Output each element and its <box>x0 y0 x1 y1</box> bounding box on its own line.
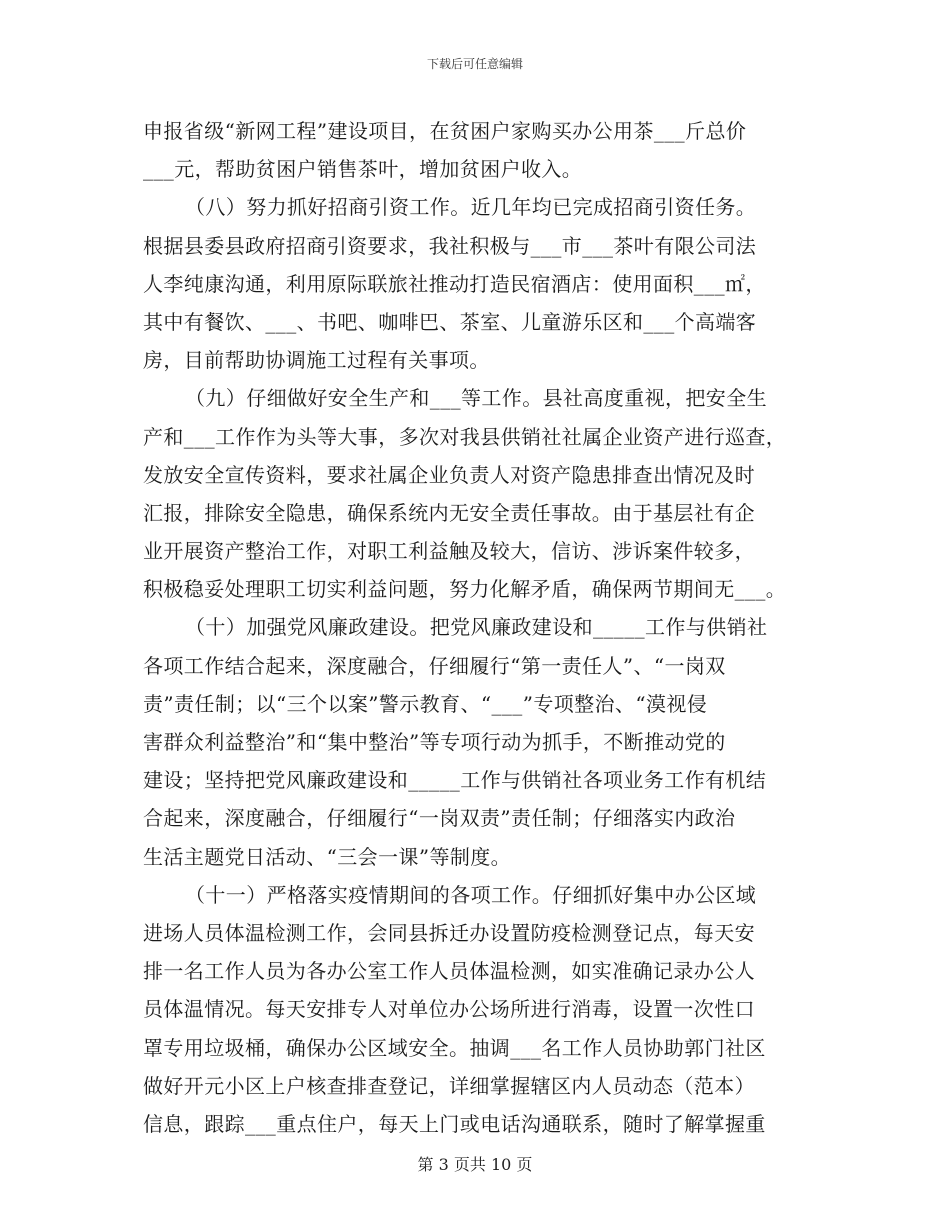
text-line: 排一名工作人员为各办公室工作人员体温检测，如实准确记录办公人 <box>143 959 755 984</box>
text-line: ___元，帮助贫困户销售茶叶，增加贫困户收入。 <box>143 157 583 182</box>
text-line: 进场人员体温检测工作，会同县拆迁办设置防疫检测登记点，每天安 <box>143 920 755 945</box>
text-line: 信息，跟踪___重点住户，每天上门或电话沟通联系，随时了解掌握重 <box>143 1111 766 1136</box>
section-heading-line: （九）仔细做好安全生产和___等工作。县社高度重视，把安全生 <box>185 386 767 411</box>
text-line: 其中有餐饮、___、书吧、咖啡巴、茶室、儿童游乐区和___个高端客 <box>143 309 757 334</box>
section-heading-line: （十一）严格落实疫情期间的各项工作。仔细抓好集中办公区域 <box>185 882 757 907</box>
text-line: 产和___工作作为头等大事，多次对我县供销社社属企业资产进行巡查， <box>143 424 787 449</box>
text-line: 汇报，排除安全隐患，确保系统内无安全责任事故。由于基层社有企 <box>143 500 755 525</box>
text-line: 申报省级“新网工程”建设项目，在贫困户家购买办公用茶___斤总价 <box>143 119 747 143</box>
text-line: 罩专用垃圾桶，确保办公区域安全。抽调___名工作人员协助郭门社区 <box>143 1035 766 1060</box>
section-heading-line: （十）加强党风廉政建设。把党风廉政建设和_____工作与供销社 <box>185 615 768 640</box>
page-number: 第 3 页共 10 页 <box>417 1155 533 1174</box>
text-line: 房，目前帮助协调施工过程有关事项。 <box>143 348 490 373</box>
text-line: 积极稳妥处理职工切实利益问题，努力化解矛盾，确保两节期间无___。 <box>143 577 787 602</box>
text-line: 业开展资产整治工作，对职工利益触及较大，信访、涉诉案件较多， <box>143 539 755 564</box>
text-line: 合起来，深度融合，仔细履行“一岗双责”责任制；仔细落实内政治 <box>143 806 736 831</box>
text-line: 责”责任制；以“三个以案”警示教育、“___”专项整治、“漠视侵 <box>143 691 708 716</box>
section-heading-line: （八）努力抓好招商引资工作。近几年均已完成招商引资任务。 <box>185 195 757 220</box>
text-line: 根据县委县政府招商引资要求，我社积极与___市___茶叶有限公司法 <box>143 233 757 258</box>
header-note: 下载后可任意编辑 <box>426 57 523 71</box>
text-line: 发放安全宣传资料，要求社属企业负责人对资产隐患排查出情况及时 <box>143 462 755 487</box>
text-line: 建设；坚持把党风廉政建设和_____工作与供销社各项业务工作有机结 <box>143 768 767 793</box>
text-line: 各项工作结合起来，深度融合，仔细履行“第一责任人”、“一岗双 <box>143 653 726 678</box>
text-line: 人李纯康沟通，利用原际联旅社推动打造民宿酒店：使用面积___㎡， <box>143 271 766 296</box>
text-line: 害群众利益整治”和“集中整治”等专项行动为抓手，不断推动党的 <box>143 730 726 754</box>
document-body <box>143 112 823 1143</box>
text-line: 生活主题党日活动、“三会一课”等制度。 <box>143 844 512 869</box>
text-line: 做好开元小区上户核查排查登记，详细掌握辖区内人员动态（范本） <box>143 1073 755 1098</box>
text-line: 员体温情况。每天安排专人对单位办公场所进行消毒，设置一次性口 <box>143 997 755 1022</box>
